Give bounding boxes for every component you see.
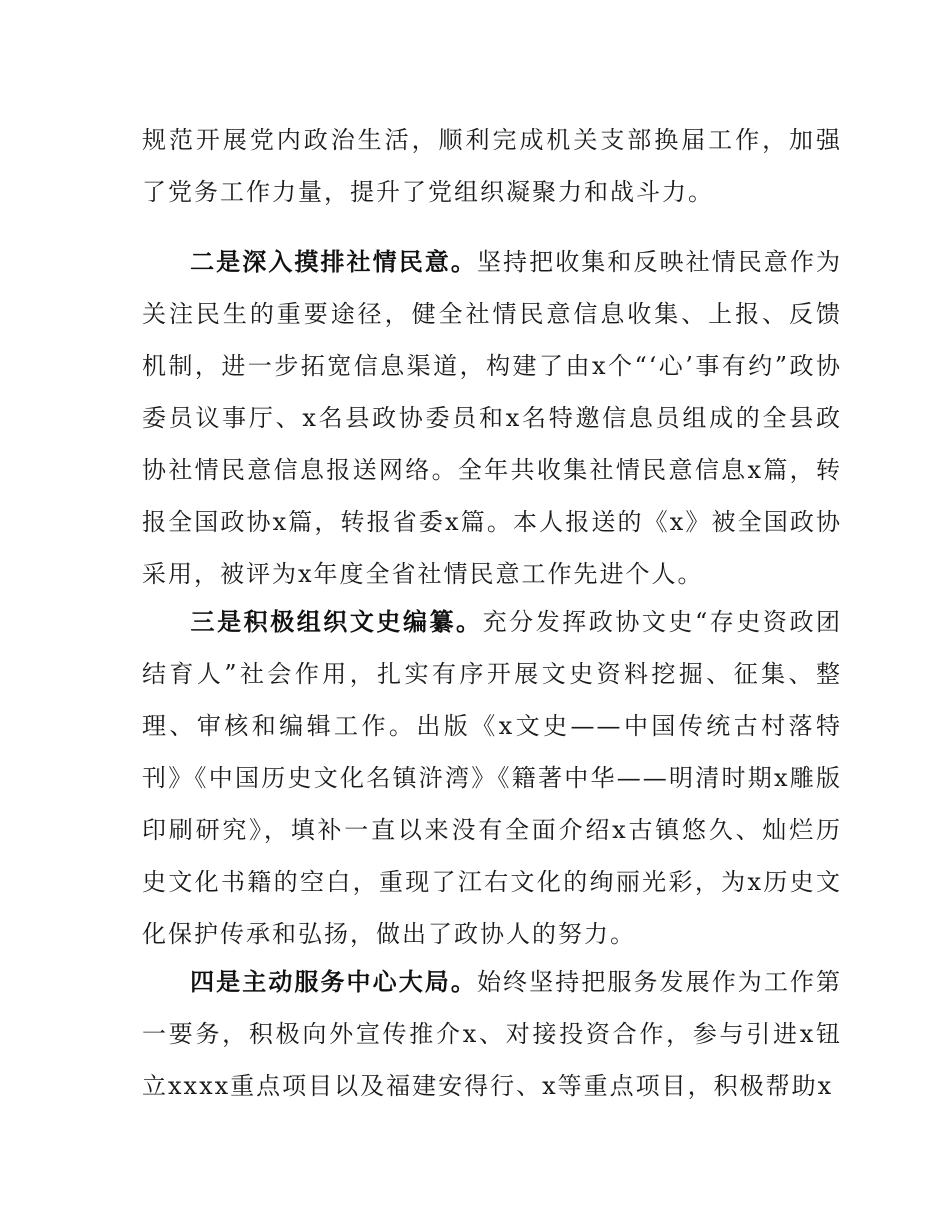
paragraph-literary-history xyxy=(142,596,842,960)
paragraph-lead-heading: 四是主动服务中心大局。 xyxy=(190,968,477,996)
paragraph-lead-heading: 二是深入摸排社情民意。 xyxy=(190,248,477,276)
paragraph-social-opinion xyxy=(142,236,842,600)
paragraph-lead-heading: 三是积极组织文史编纂。 xyxy=(190,608,483,636)
paragraph-text: 规范开展党内政治生活，顺利完成机关支部换届工作，加强了党务工作力量，提升了党组织凝聚力和战斗力。 xyxy=(142,126,842,206)
paragraph-text: 始终坚持把服务发展作为工作第一要务，积极向外宣传推介x、对接投资合作，参与引进x钮立xxxx重点项目以及福建安得行、x等重点项目，积极帮助x xyxy=(142,968,843,1100)
paragraph-text: 坚持把收集和反映社情民意作为关注民生的重要途径，健全社情民意信息收集、上报、反馈机制，进一步拓宽信息渠道，构建了由x个“‘心’事有约”政协委员议事厅、x名县政协委员和x名特邀信息员组成的全县政协社情民意信息报送网络。全年共收集社情民意信息x篇，转报全国政协x篇，转报省委x篇。本人报送的《x》被全国政协采用，被评为x年度全省社情民意工作先进个人。 xyxy=(142,248,843,588)
paragraph-text: 充分发挥政协文史“存史资政团结育人”社会作用，扎实有序开展文史资料挖掘、征集、整理、审核和编辑工作。出版《x文史——中国传统古村落特刊》《中国历史文化名镇浒湾》《籍著中华——明清时期x雕版印刷研究》，填补一直以来没有全面介绍x古镇悠久、灿烂历史文化书籍的空白，重现了江右文化的绚丽光彩，为x历史文化保护传承和弘扬，做出了政协人的努力。 xyxy=(142,608,842,948)
paragraph-continuation xyxy=(142,114,842,218)
paragraph-serve-center xyxy=(142,956,842,1112)
